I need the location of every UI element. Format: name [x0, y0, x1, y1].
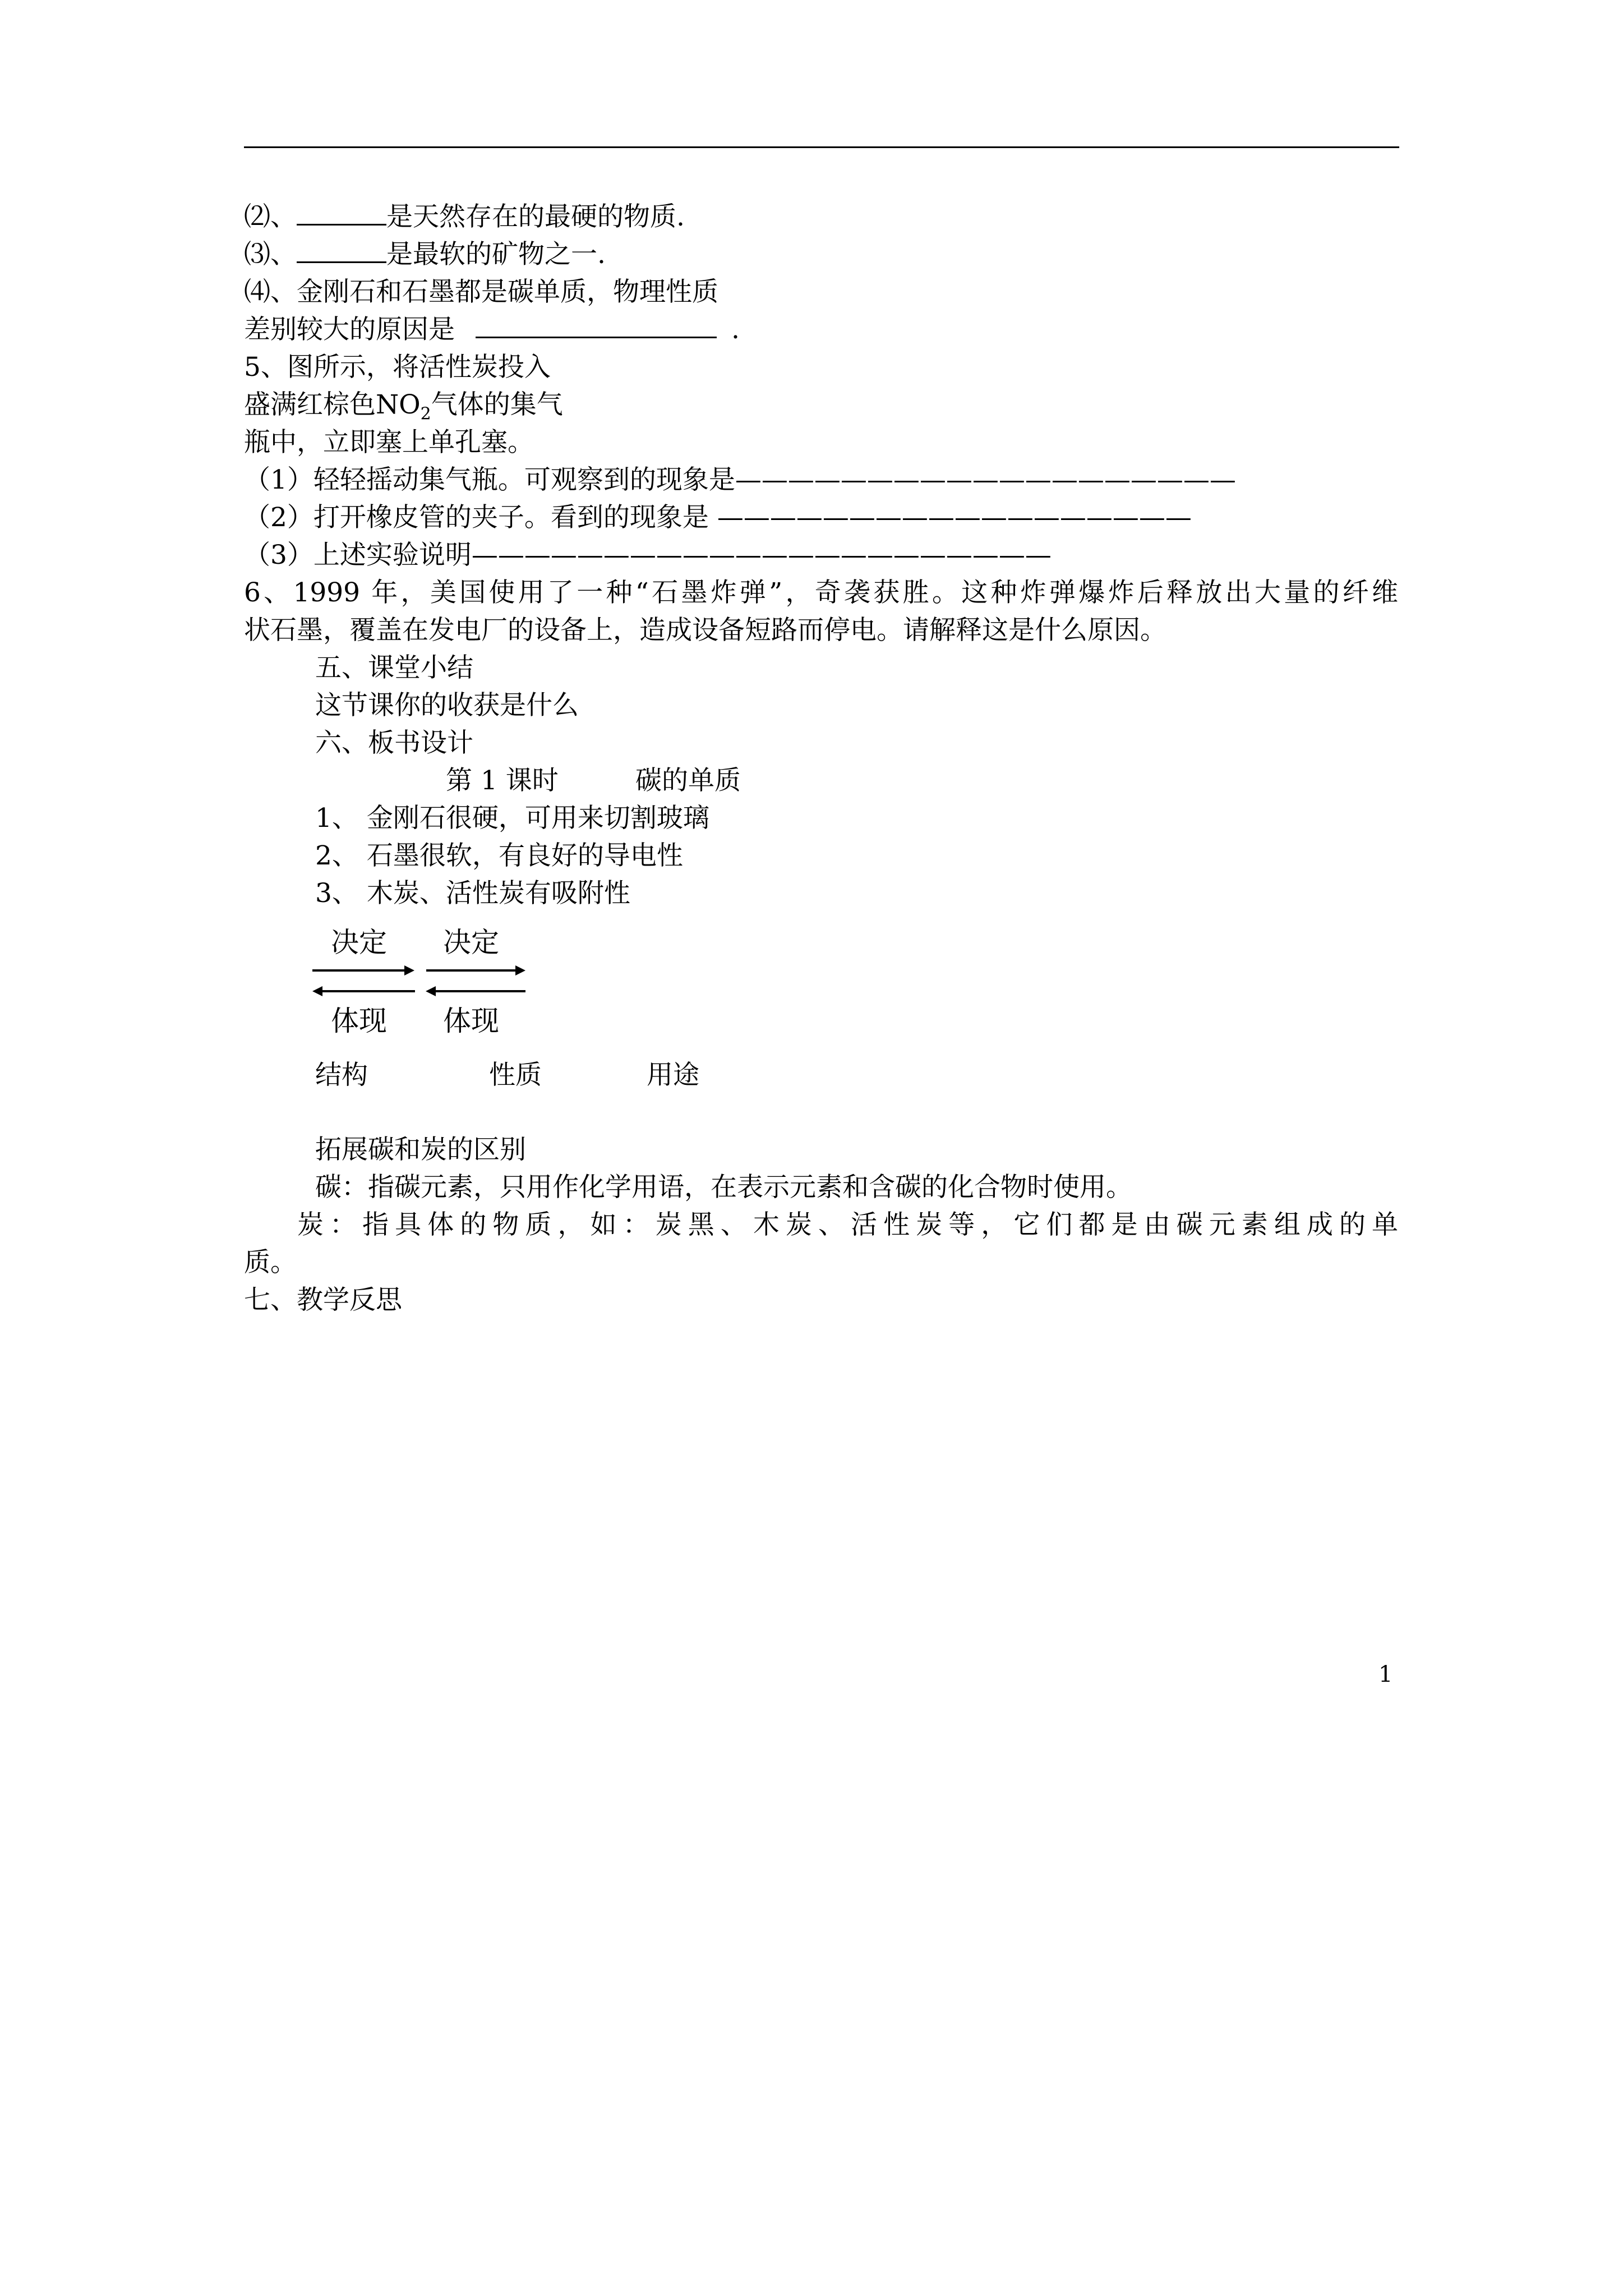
arrow-label-reflects-1: 体现: [331, 1005, 387, 1037]
question-5-sub2: （2）打开橡皮管的夹子。看到的现象是 ——————————————————: [244, 502, 1192, 533]
question-5-line1: 5、图所示，将活性炭投入: [244, 352, 551, 383]
question-5-line3: 瓶中，立即塞上单孔塞。: [244, 427, 534, 458]
arrow-label-decides-2: 决定: [443, 926, 499, 959]
question-5-prefix: 盛满红棕色: [244, 389, 376, 420]
section-6-heading: 六、板书设计: [315, 728, 473, 758]
question-2: [244, 199, 685, 236]
arrow-label-reflects-2: 体现: [443, 1005, 499, 1037]
question-6-line1: 6、1999 年，美国使用了一种“石墨炸弹”，奇袭获胜。这种炸弹爆炸后释放出大量的纤维: [244, 577, 1398, 608]
answer-blank: [297, 201, 386, 226]
forward-arrow-1: [312, 965, 414, 976]
arrow-label-decides-1: 决定: [331, 926, 387, 959]
double-arrows: [311, 962, 530, 1007]
node-properties: 性质: [489, 1060, 542, 1091]
question-4-line2: [244, 311, 740, 348]
question-5-sub1: （1）轻轻摇动集气瓶。可观察到的现象是———————————————————: [244, 464, 1236, 495]
board-item-1: 1、 金刚石很硬，可用来切割玻璃: [315, 803, 709, 834]
question-2-number: ⑵、: [244, 201, 297, 232]
extension-charcoal-line1: 炭：指具体的物质，如：炭黑、木炭、活性炭等，它们都是由碳元素组成的单: [297, 1209, 1398, 1240]
question-4-line1: ⑷、金刚石和石墨都是碳单质，物理性质: [244, 277, 718, 307]
node-structure: 结构: [315, 1060, 368, 1091]
section-5-text: 这节课你的收获是什么: [315, 690, 579, 721]
section-5-heading: 五、课堂小结: [315, 652, 473, 683]
question-4-suffix: .: [731, 314, 740, 345]
formula-no2: [376, 389, 431, 424]
backward-arrow-1: [312, 986, 415, 996]
question-3-number: ⑶、: [244, 239, 297, 270]
lesson-number: 第 1 课时: [446, 765, 559, 796]
extension-charcoal-line2: 质。: [244, 1247, 297, 1278]
section-7-heading: 七、教学反思: [244, 1285, 402, 1315]
question-6-line2: 状石墨，覆盖在发电厂的设备上，造成设备短路而停电。请解释这是什么原因。: [244, 615, 1166, 646]
answer-blank: [297, 239, 386, 263]
extension-carbon: 碳：指碳元素，只用作化学用语，在表示元素和含碳的化合物时使用。: [315, 1172, 1132, 1203]
lesson-topic: 碳的单质: [635, 765, 741, 796]
question-5-sub3: （3）上述实验说明——————————————————————: [244, 540, 1052, 570]
question-2-text: 是天然存在的最硬的物质.: [386, 201, 685, 232]
question-5-suffix: 气体的集气: [431, 389, 563, 420]
formula-subscript: 2: [420, 404, 431, 424]
header-rule: [244, 146, 1399, 148]
board-item-3: 3、 木炭、活性炭有吸附性: [315, 878, 630, 909]
question-3: [244, 236, 606, 273]
backward-arrow-2: [426, 986, 525, 996]
formula-main: NO: [376, 389, 421, 420]
forward-arrow-2: [426, 965, 525, 976]
extension-heading: 拓展碳和炭的区别: [315, 1134, 526, 1165]
board-item-2: 2、 石墨很软，有良好的导电性: [315, 840, 683, 871]
question-4-prefix: 差别较大的原因是: [244, 314, 455, 345]
page-number: 1: [1378, 1662, 1393, 1687]
question-3-text: 是最软的矿物之一.: [386, 239, 606, 270]
answer-blank: [476, 314, 717, 338]
node-uses: 用途: [647, 1060, 699, 1091]
